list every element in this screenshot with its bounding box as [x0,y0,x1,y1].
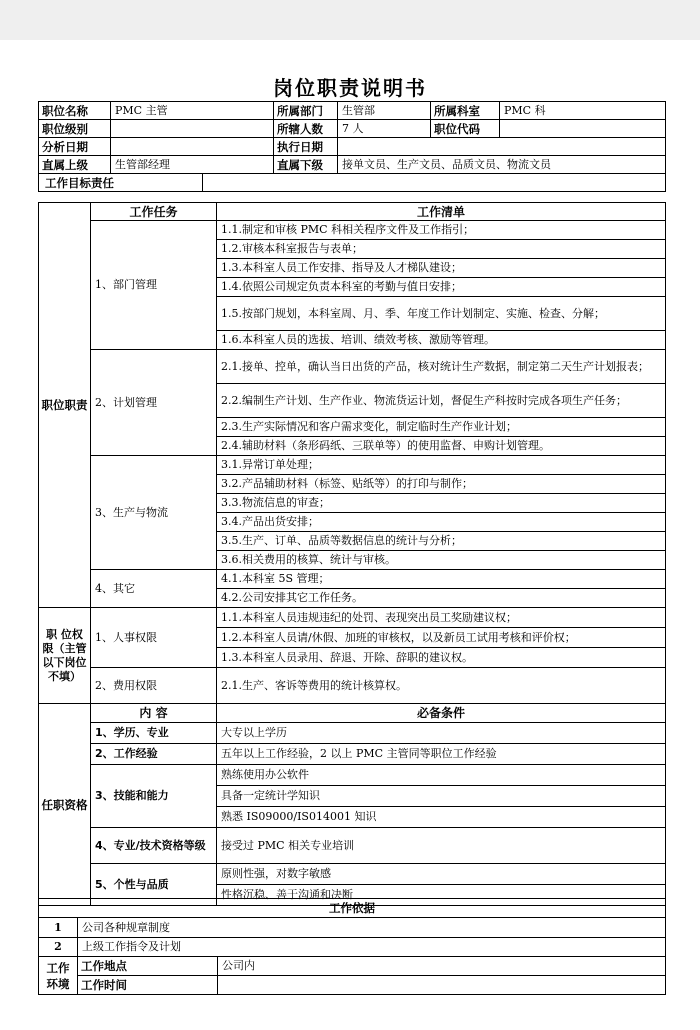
info-row-2 [39,120,666,138]
responsibility-table [38,202,666,906]
authority-row [39,608,666,628]
goal-value [203,174,666,192]
duty-task: 4、其它 [91,570,217,608]
qualification-item: 大专以上学历 [217,723,666,744]
col-header-list: 工作清单 [217,203,666,221]
qualification-item: 熟悉 IS09000/IS014001 知识 [217,807,666,828]
info-row-3 [39,138,666,156]
duties-side-label: 职位职责 [39,203,91,608]
basis-table [38,898,666,995]
goal-label: 工作目标责任 [39,174,203,192]
field-value: 生管部 [338,102,431,120]
authority-item: 2.1.生产、客诉等费用的统计核算权。 [217,668,666,704]
duty-item: 1.6.本科室人员的选拔、培训、绩效考核、激励等管理。 [217,331,666,350]
qualification-item: 具备一定统计学知识 [217,786,666,807]
duty-item: 1.1.制定和审核 PMC 科相关程序文件及工作指引； [217,221,666,240]
duty-item: 1.3.本科室人员工作安排、指导及人才梯队建设； [217,259,666,278]
authority-task: 1、人事权限 [91,608,217,668]
col-header-task: 工作任务 [91,203,217,221]
authority-item: 1.2.本科室人员请/休假、加班的审核权，以及新员工试用考核和评价权； [217,628,666,648]
field-value [338,138,666,156]
duty-row [39,221,666,240]
qualification-label: 4、专业/技术资格等级 [91,828,217,864]
field-value [111,138,274,156]
basis-text: 上级工作指令及计划 [78,938,666,957]
duty-item: 3.4.产品出货安排； [217,513,666,532]
field-value: 生管部经理 [111,156,274,174]
env-value: 公司内 [218,957,666,976]
qualification-item: 性格沉稳、善于沟通和决断 [217,885,666,906]
field-value [500,120,666,138]
info-row-1 [39,102,666,120]
field-label: 所属科室 [431,102,500,120]
field-label: 职位名称 [39,102,111,120]
authority-row [39,668,666,704]
goal-row [39,174,666,192]
duty-item: 3.2.产品辅助材料（标签、贴纸等）的打印与制作； [217,475,666,494]
qualification-row [39,828,666,864]
qualification-row [39,723,666,744]
authority-side-label: 职 位权限（主管以下岗位 不填） [39,608,91,704]
field-value: 7 人 [338,120,431,138]
qualification-item: 五年以上工作经验，2 以上 PMC 主管同等职位工作经验 [217,744,666,765]
field-label: 所辖人数 [274,120,338,138]
duty-item: 3.5.生产、订单、品质等数据信息的统计与分析； [217,532,666,551]
basis-no: 2 [39,938,78,957]
top-bar [0,0,700,40]
qualification-label: 1、学历、专业 [91,723,217,744]
document-title: 岗位职责说明书 [273,76,427,100]
qualification-label: 2、工作经验 [91,744,217,765]
env-side-label: 工作环境 [39,957,78,995]
duty-row [39,350,666,384]
basis-no: 1 [39,918,78,938]
field-label: 执行日期 [274,138,338,156]
field-value: 接单文员、生产文员、品质文员、物流文员 [338,156,666,174]
qualification-item: 原则性强，对数字敏感 [217,864,666,885]
env-label: 工作地点 [78,957,218,976]
duty-item: 2.3.生产实际情况和客户需求变化，制定临时生产作业计划； [217,418,666,437]
field-value [111,120,274,138]
field-label: 分析日期 [39,138,111,156]
field-label: 直属上级 [39,156,111,174]
qualification-item: 熟练使用办公软件 [217,765,666,786]
duty-row [39,456,666,475]
duty-item: 1.2.审核本科室报告与表单； [217,240,666,259]
field-label: 职位代码 [431,120,500,138]
duty-item: 1.5.按部门规划，本科室周、月、季、年度工作计划制定、实施、检查、分解； [217,297,666,331]
duty-item: 3.1.异常订单处理； [217,456,666,475]
col-header-content: 内 容 [91,704,217,723]
qualification-item: 接受过 PMC 相关专业培训 [217,828,666,864]
field-label: 职位级别 [39,120,111,138]
job-info-table [38,101,666,192]
field-label: 所属部门 [274,102,338,120]
basis-header: 工作依据 [39,899,666,918]
qualification-label: 5、个性与品质 [91,864,217,906]
basis-text: 公司各种规章制度 [78,918,666,938]
qualification-side-label: 任职资格 [39,704,91,906]
duty-item: 4.1.本科室 5S 管理； [217,570,666,589]
authority-item: 1.3.本科室人员录用、辞退、开除、辞职的建议权。 [217,648,666,668]
env-label: 工作时间 [78,976,218,995]
field-label: 直属下级 [274,156,338,174]
duty-task: 3、生产与物流 [91,456,217,570]
duty-row [39,570,666,589]
qualification-row [39,765,666,786]
duty-item: 1.4.依照公司规定负责本科室的考勤与值日安排； [217,278,666,297]
duty-item: 2.1.接单、控单，确认当日出货的产品，核对统计生产数据，制定第二天生产计划报表； [217,350,666,384]
duty-item: 4.2.公司安排其它工作任务。 [217,589,666,608]
qualification-label: 3、技能和能力 [91,765,217,828]
authority-task: 2、费用权限 [91,668,217,704]
duty-task: 2、计划管理 [91,350,217,456]
duty-item: 2.4.辅助材料（条形码纸、三联单等）的使用监督、申购计划管理。 [217,437,666,456]
info-row-4 [39,156,666,174]
duty-item: 3.6.相关费用的核算、统计与审核。 [217,551,666,570]
field-value: PMC 主管 [111,102,274,120]
qualification-row [39,744,666,765]
authority-item: 1.1.本科室人员违规违纪的处罚、表现突出员工奖励建议权； [217,608,666,628]
duty-item: 3.3.物流信息的审查； [217,494,666,513]
qualification-row [39,864,666,885]
col-header-condition: 必备条件 [217,704,666,723]
env-value [218,976,666,995]
field-value: PMC 科 [500,102,666,120]
duty-item: 2.2.编制生产计划、生产作业、物流货运计划，督促生产科按时完成各项生产任务； [217,384,666,418]
duty-task: 1、部门管理 [91,221,217,350]
